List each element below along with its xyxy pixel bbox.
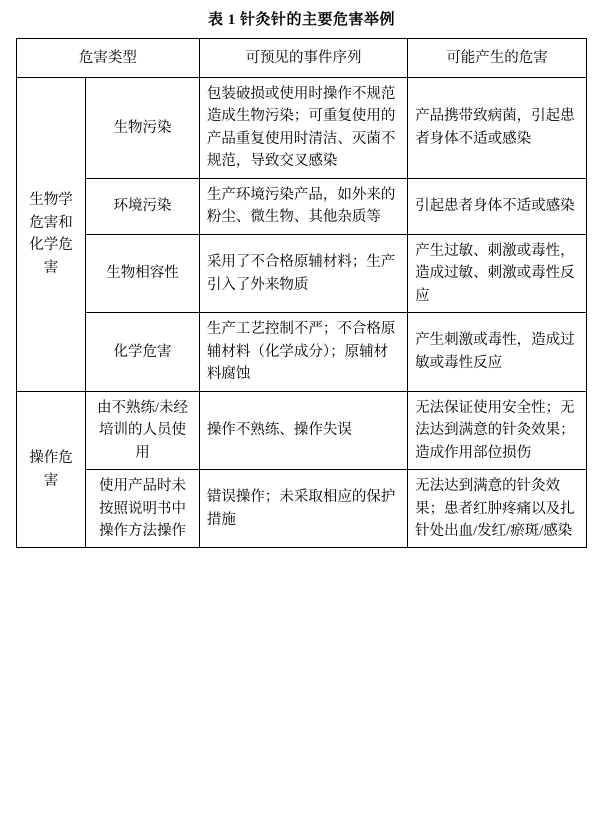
event-sequence-cell: 生产环境污染产品，如外来的粉尘、微生物、其他杂质等 [199, 178, 407, 234]
event-sequence-cell: 错误操作；未采取相应的保护措施 [199, 470, 407, 548]
subtype-cell: 使用产品时未按照说明书中操作方法操作 [86, 470, 200, 548]
harm-cell: 引起患者身体不适或感染 [408, 178, 587, 234]
table-row [17, 391, 587, 469]
event-sequence-cell: 采用了不合格原辅材料；生产引入了外来物质 [199, 234, 407, 312]
event-sequence-cell: 包装破损或使用时操作不规范造成生物污染；可重复使用的产品重复使用时清洁、灭菌不规范，导致交叉感染 [199, 78, 407, 179]
harm-cell: 产生过敏、刺激或毒性，造成过敏、刺激或毒性反应 [408, 234, 587, 312]
column-header-event-sequence: 可预见的事件序列 [199, 39, 407, 78]
table-row [17, 234, 587, 312]
harm-cell: 无法保证使用安全性；无法达到满意的针灸效果；造成作用部位损伤 [408, 391, 587, 469]
category-cell-biological-chemical: 生物学危害和化学危害 [17, 78, 86, 392]
category-cell-operation: 操作危害 [17, 391, 86, 548]
event-sequence-cell: 操作不熟练、操作失误 [199, 391, 407, 469]
page-title: 表 1 针灸针的主要危害举例 [207, 12, 395, 28]
harm-cell: 产生刺激或毒性，造成过敏或毒性反应 [408, 313, 587, 391]
harm-cell: 无法达到满意的针灸效果；患者红肿疼痛以及扎针处出血/发红/瘀斑/感染 [408, 470, 587, 548]
event-sequence-cell: 生产工艺控制不严；不合格原辅材料（化学成分）；原辅材料腐蚀 [199, 313, 407, 391]
subtype-cell: 由不熟练/未经培训的人员使用 [86, 391, 200, 469]
table-row [17, 78, 587, 179]
subtype-cell: 生物相容性 [86, 234, 200, 312]
subtype-cell: 环境污染 [86, 178, 200, 234]
table-header-row [17, 39, 587, 78]
subtype-cell: 生物污染 [86, 78, 200, 179]
harm-cell: 产品携带致病菌，引起患者身体不适或感染 [408, 78, 587, 179]
table-row [17, 313, 587, 391]
subtype-cell: 化学危害 [86, 313, 200, 391]
column-header-hazard-type: 危害类型 [17, 39, 200, 78]
table-row [17, 470, 587, 548]
hazard-table [16, 38, 587, 548]
table-row [17, 178, 587, 234]
table-header [17, 39, 587, 78]
table-body [17, 78, 587, 548]
column-header-possible-harm: 可能产生的危害 [408, 39, 587, 78]
